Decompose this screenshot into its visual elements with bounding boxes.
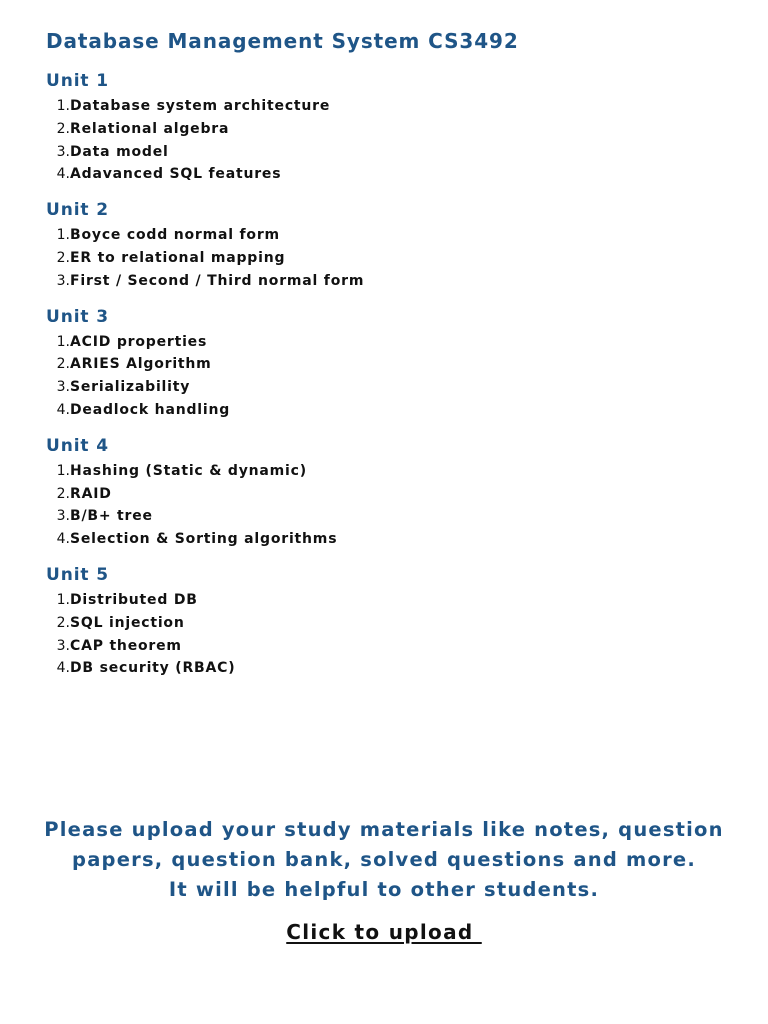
list-item-text: ER to relational mapping [70,249,286,266]
list-item-text: Boyce codd normal form [70,227,280,244]
unit-heading: Unit 5 [46,564,110,585]
list-number: 3. [56,272,70,289]
unit-heading: Unit 2 [46,200,110,221]
list-item [46,141,726,164]
list-number: 3. [56,143,70,160]
list-item [46,353,726,376]
list-item-text: DB security (RBAC) [70,660,236,677]
list-item-text: Distributed DB [70,591,198,608]
list-item-text: Selection & Sorting algorithms [70,531,338,548]
list-item-text: SQL injection [70,614,185,631]
list-item-text: Data model [70,143,169,160]
unit-4 [46,435,726,551]
list-item-text: Adavanced SQL features [70,166,282,183]
unit-5 [46,564,726,680]
list-item-text: Relational algebra [70,120,230,137]
upload-message [0,815,768,905]
list-item [46,224,726,247]
list-number: 4. [56,531,70,548]
list-item [46,399,726,422]
list-item [46,589,726,612]
list-item [46,528,726,551]
list-number: 2. [56,485,70,502]
list-item-text: First / Second / Third normal form [70,272,365,289]
list-item [46,505,726,528]
unit-heading: Unit 4 [46,435,110,456]
unit-2 [46,199,726,292]
list-item [46,376,726,399]
list-number: 1. [56,333,70,350]
list-number: 1. [56,227,70,244]
list-item-text: Hashing (Static & dynamic) [70,462,307,479]
unit-3 [46,306,726,422]
units-section [46,70,726,693]
list-item-text: Database system architecture [70,98,331,114]
unit-heading: Unit 1 [46,71,110,91]
list-number: 4. [56,401,70,418]
list-number: 2. [56,249,70,266]
list-item [46,331,726,354]
list-item-text: ACID properties [70,333,208,350]
list-item [46,247,726,270]
list-item-text: CAP theorem [70,637,182,654]
unit-heading: Unit 3 [46,306,110,327]
topic-list [46,589,726,680]
list-item [46,635,726,658]
unit-1 [46,70,726,186]
list-item [46,118,726,141]
topic-list [46,331,726,422]
page-title: Database Management System CS3492 [46,29,519,53]
list-number: 2. [56,614,70,631]
list-item [46,163,726,186]
list-item-text: RAID [70,485,112,502]
list-number: 3. [56,379,70,396]
topic-list [46,95,726,186]
list-item-text: ARIES Algorithm [70,356,212,373]
list-number: 2. [56,120,70,137]
list-number: 4. [56,660,70,677]
list-number: 1. [56,591,70,608]
topic-list [46,224,726,292]
list-item [46,657,726,680]
list-number: 4. [56,166,70,183]
list-item [46,483,726,506]
list-item [46,460,726,483]
upload-message-line: It will be helpful to other students. [168,878,600,901]
list-item-text: B/B+ tree [70,508,153,525]
upload-link[interactable]: Click to upload [286,920,482,944]
list-item-text: Deadlock handling [70,401,231,418]
list-number: 3. [56,508,70,525]
list-number: 1. [56,98,70,114]
list-item [46,95,726,118]
upload-message-line: Please upload your study materials like notes, question [44,818,724,841]
upload-message-line: papers, question bank, solved questions and more. [72,848,696,871]
list-number: 2. [56,356,70,373]
list-item-text: Serializability [70,379,191,396]
topic-list [46,460,726,551]
list-item [46,612,726,635]
list-item [46,270,726,293]
list-number: 1. [56,462,70,479]
list-number: 3. [56,637,70,654]
